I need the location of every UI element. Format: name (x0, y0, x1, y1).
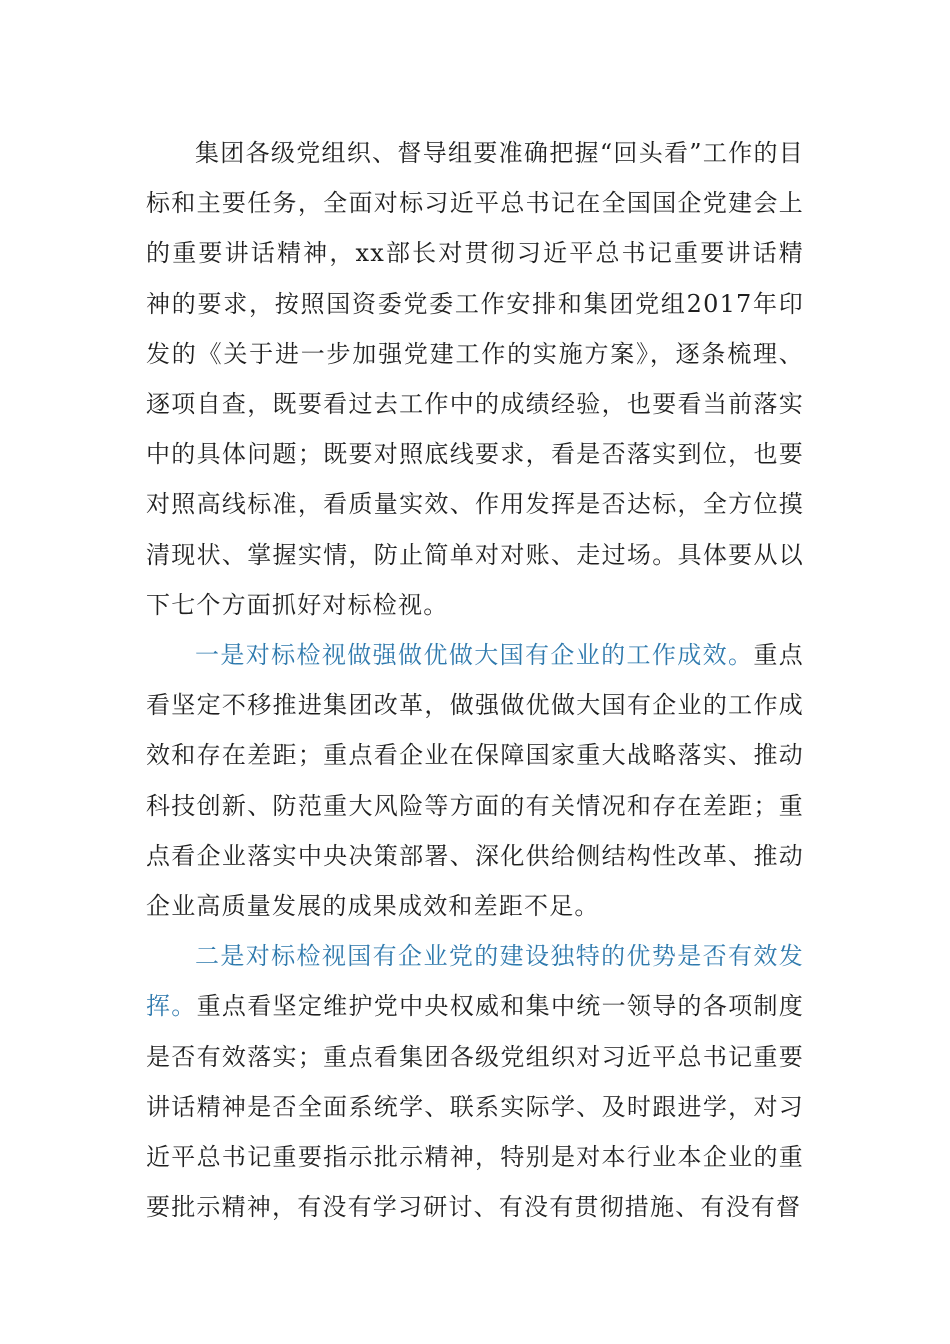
paragraph-item-2 (146, 931, 804, 1232)
paragraph-intro-text: 集团各级党组织、督导组要准确把握“回头看”工作的目标和主要任务，全面对标习近平总书记在全国国企党建会上的重要讲话精神，xx部长对贯彻习近平总书记重要讲话精神的要求，按照国资委党委工作安排和集团党组2017年印发的《关于进一步加强党建工作的实施方案》，逐条梳理、逐项自查，既要看过去工作中的成绩经验，也要看当前落实中的具体问题；既要对照底线要求，看是否落实到位，也要对照高线标准，看质量实效、作用发挥是否达标，全方位摸清现状、掌握实情，防止简单对对账、走过场。具体要从以下七个方面抓好对标检视。 (146, 139, 804, 619)
paragraph-item-2-heading: 二是对标检视国有企业党的建设独特的优势是否有效发挥。 (146, 942, 804, 1021)
document-body (146, 128, 804, 1232)
paragraph-item-1-text: 重点看坚定不移推进集团改革，做强做优做大国有企业的工作成效和存在差距；重点看企业在保障国家重大战略落实、推动科技创新、防范重大风险等方面的有关情况和存在差距；重点看企业落实中央决策部署、深化供给侧结构性改革、推动企业高质量发展的成果成效和差距不足。 (146, 641, 804, 921)
paragraph-item-1 (146, 630, 804, 931)
paragraph-intro (146, 128, 804, 630)
paragraph-item-2-text: 重点看坚定维护党中央权威和集中统一领导的各项制度是否有效落实；重点看集团各级党组织对习近平总书记重要讲话精神是否全面系统学、联系实际学、及时跟进学，对习近平总书记重要指示批示精神，特别是对本行业本企业的重要批示精神，有没有学习研讨、有没有贯彻措施、有没有督 (146, 992, 804, 1222)
paragraph-item-1-heading: 一是对标检视做强做优做大国有企业的工作成效。 (195, 641, 754, 670)
